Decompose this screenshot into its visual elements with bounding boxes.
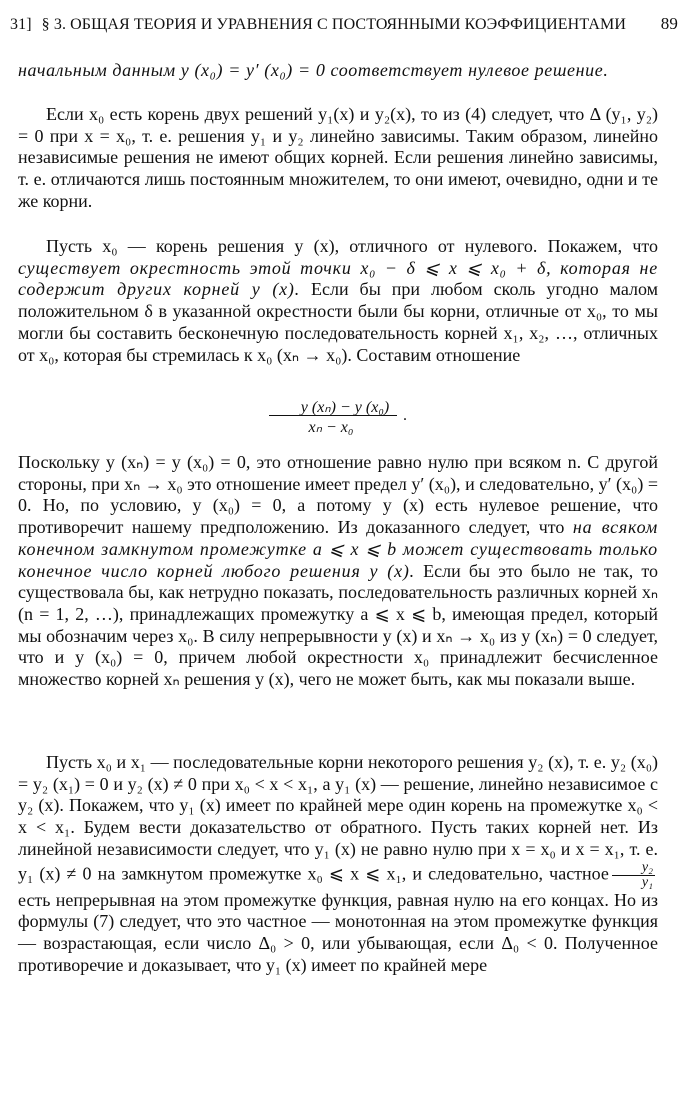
inline-fraction-y2-over-y1 — [612, 861, 655, 890]
paragraph-text: Пусть x₀ и x₁ — последовательные корни некоторого решения y₂ (x), т. е. y₂ (x₀) = y₂ (x₁) = 0 и y₂ (x) ≠ 0 при x₀ < x < x₁, а y₁ (x) — решение, линейно независимое с y₂ (x). Покажем, что y₁ (x) имеет по крайней мере один корень на промежутке x₀ < x < x₁. Будем вести доказательство от обратного. Пусть таких корней нет. Из линейной независимости следует, что y₁ (x) не равно нулю при x = x₀ и x = x₁, т. е. y₁ (x) ≠ 0 на замкнутом промежутке x₀ ⩽ x ⩽ x₁, и следовательно, частное — [18, 752, 658, 884]
running-header — [10, 14, 678, 42]
paragraph-text: Если бы при любом сколь угодно малом положительном δ в указанной окрестности были бы корни, отличные от x₀, то мы могли бы составить бесконечную последовательность корней x₁, x₂, …, отличных от x₀, которая бы стремилась к x₀ (xₙ → x₀). Составим отношение — [18, 279, 658, 365]
paragraph-continuation: начальным данным y (x₀) = y′ (x₀) = 0 соответствует нулевое решение. — [18, 60, 609, 80]
paragraph-text: Пусть x₀ — корень решения y (x), отличного от нулевого. Покажем, что — [46, 236, 658, 256]
paragraph-finite-roots — [18, 452, 658, 691]
paragraph-text: Поскольку y (xₙ) = y (x₀) = 0, это отношение равно нулю при всяком n. С другой стороны, при xₙ → x₀ это отношение имеет предел y′ (x₀), и следовательно, y′ (x₀) = 0. Но, по условию, y (x₀) = 0, а потому y (x) есть нулевое решение, что противоречит нашему предположению. Из доказанного следует, что — [18, 452, 658, 538]
display-formula-ratio — [265, 397, 425, 437]
section-title: § 3. ОБЩАЯ ТЕОРИЯ И УРАВНЕНИЯ С ПОСТОЯННЫМИ КОЭФФИЦИЕНТАМИ — [41, 16, 627, 33]
inline-fraction-numerator: y₂ — [612, 861, 655, 876]
page-number: 89 — [660, 14, 678, 33]
formula-period: . — [403, 407, 407, 424]
paragraph-neighborhood-of-root — [18, 236, 658, 366]
formula-denominator: xₙ − x₀ — [308, 419, 354, 436]
paragraph-text: есть непрерывная на этом промежутке функция, равная нулю на его концах. Но из формулы (7) следует, что это частное — монотонная на этом промежутке функция — возрастающая, если число Δ₀ > 0, или убывающая, если Δ₀ < 0. Полученное противоречие и доказывает, что y₁ (x) имеет по крайней мере — [18, 889, 658, 975]
emphasized-statement: на всяком конечном замкнутом промежутке a ⩽ x ⩽ b может существовать только конечное число корней любого решения y (x). — [18, 517, 658, 581]
chapter-marker: 31] — [10, 16, 32, 33]
paragraph-roots-of-two-solutions: Если x₀ есть корень двух решений y₁(x) и y₂(x), то из (4) следует, что Δ (y₁, y₂) = 0 при x = x₀, т. е. решения y₁ и y₂ линейно зависимы. Таким образом, линейно независимые решения не имеют общих корней. Если решения линейно зависимы, т. е. отличаются лишь постоянным множителем, то они имеют, очевидно, одни и те же корни. — [18, 104, 658, 211]
inline-fraction-denominator: y₁ — [641, 874, 653, 890]
emphasized-statement: существует окрестность этой точки x₀ − δ ⩽ x ⩽ x₀ + δ, которая не содержит других корней y (x). — [18, 257, 658, 300]
paragraph-text: Если бы это было не так, то существовала бы, как нетрудно показать, последовательность различных корней xₙ (n = 1, 2, …), принадлежащих промежутку a ⩽ x ⩽ b, имеющая предел, который мы обозначим через x₀. В силу непрерывности y (x) и xₙ → x₀ из y (xₙ) = 0 следует, что и y (x₀) = 0, причем любой окрестности x₀ принадлежит бесчисленное множество корней xₙ решения y (x), чего не может быть, как мы показали выше. — [18, 560, 658, 690]
fraction-bar — [269, 415, 397, 416]
paragraph-interlacing-roots — [18, 752, 658, 976]
formula-numerator: y (xₙ) − y (x₀) — [300, 399, 390, 416]
